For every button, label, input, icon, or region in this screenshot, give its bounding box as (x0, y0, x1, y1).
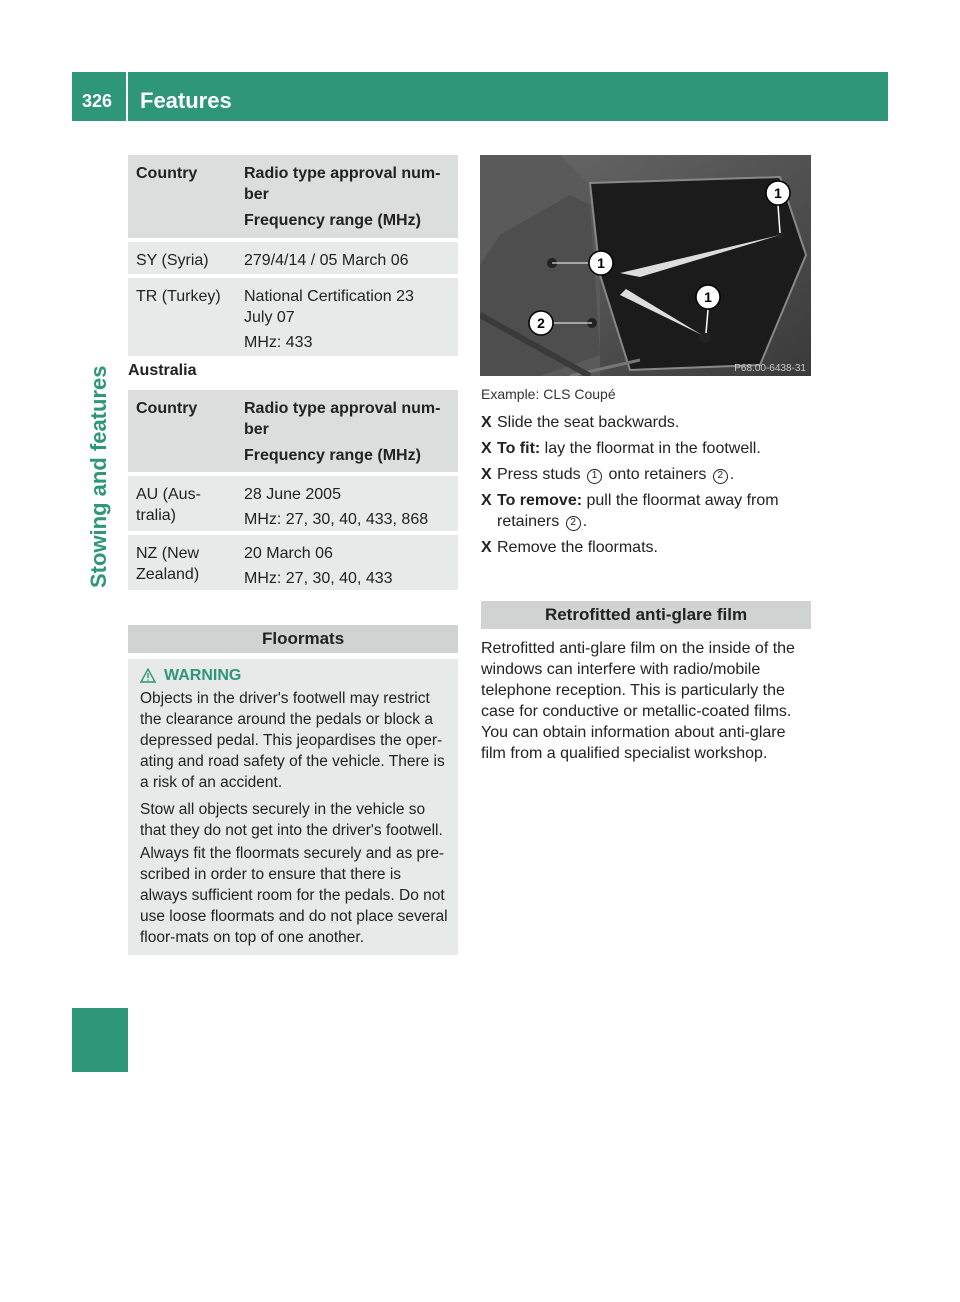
cell-approval-cell (236, 535, 458, 590)
floormats-heading: Floormats (128, 625, 458, 653)
svg-text:1: 1 (774, 185, 782, 201)
table-header-row (128, 155, 458, 240)
header-approval: Radio type approval num- ber (244, 165, 441, 203)
header-divider (126, 72, 128, 121)
page-title: Features (140, 88, 232, 113)
table-header-row (128, 390, 458, 474)
header-frequency: Frequency range (MHz) (244, 212, 421, 229)
warning-box (128, 659, 458, 955)
callout-2-ref: 2 (713, 469, 728, 484)
header-country: Country (136, 400, 198, 417)
cell-country: TR (Turkey) (136, 288, 221, 305)
callout-1 (766, 181, 790, 205)
cell-frequency: MHz: 27, 30, 40, 433 (244, 570, 393, 587)
header-approval-cell (236, 155, 458, 238)
cell-frequency: MHz: 433 (244, 334, 313, 351)
header-frequency: Frequency range (MHz) (244, 447, 421, 464)
cell-approval-cell (236, 278, 458, 356)
warning-paragraph: Stow all objects securely in the vehicle so that they do not get into the driver's footwell. (140, 801, 443, 839)
step-text: Remove the floormats. (497, 539, 658, 556)
retrofitted-body: Retrofitted anti-glare film on the inside of the windows can interfere with radio/mobile telephone reception. This is particularly the case for conductive or metallic-coated films. You can obtain information about anti-glare film from a qualified specialist workshop. (481, 640, 795, 762)
side-tab-label: Stowing and features (86, 365, 111, 588)
step-body (497, 464, 734, 485)
cell-approval: 279/4/14 / 05 March 06 (244, 252, 409, 269)
step-bold: To fit: (497, 440, 541, 457)
warning-paragraph: Objects in the driver's footwell may restrict the clearance around the pedals or block a depressed pedal. This jeopardises the oper-ating and road safety of the vehicle. There is a risk of an accident. (140, 690, 445, 791)
cell-date: 28 June 2005 (244, 486, 341, 503)
table-row (128, 535, 458, 592)
list-item (481, 537, 811, 558)
svg-text:1: 1 (704, 289, 712, 305)
step-bold: To remove: (497, 492, 583, 509)
step-marker-icon: X (481, 466, 492, 483)
table-row (128, 278, 458, 358)
cell-date: 20 March 06 (244, 545, 333, 562)
step-body (497, 438, 761, 459)
list-item (481, 464, 811, 485)
step-marker-icon: X (481, 539, 492, 556)
warning-triangle-icon (140, 668, 156, 683)
warning-paragraph: Always fit the floormats securely and as pre-scribed in order to ensure that there is always sufficient room for the pedals. Do not use loose floormats and do not place several floor-mats on top of one another. (140, 845, 448, 946)
step-text: Press studs (497, 466, 581, 483)
cell-country: SY (Syria) (136, 252, 209, 269)
warning-title-row (140, 665, 450, 686)
page-number: 326 (82, 91, 113, 111)
callout-1-ref: 1 (587, 469, 602, 484)
step-text: onto retainers (604, 466, 711, 483)
table-row (128, 476, 458, 533)
retrofitted-heading: Retrofitted anti-glare film (481, 601, 811, 629)
step-end: . (729, 466, 735, 483)
photo-caption: Example: CLS Coupé (481, 386, 616, 402)
callout-1 (696, 285, 720, 309)
svg-text:2: 2 (537, 315, 545, 331)
approval-table-2 (128, 390, 458, 592)
svg-text:1: 1 (597, 255, 605, 271)
floormat-illustration (480, 155, 811, 376)
step-marker-icon: X (481, 414, 492, 431)
approval-table-1 (128, 155, 458, 358)
list-item (481, 438, 811, 459)
step-text: pull the floormat away from retainers (497, 492, 779, 530)
step-end: . (582, 513, 588, 530)
step-marker-icon: X (481, 440, 492, 457)
warning-title: WARNING (164, 667, 242, 684)
callout-1 (589, 251, 613, 275)
step-marker-icon: X (481, 492, 492, 509)
cell-frequency: MHz: 27, 30, 40, 433, 868 (244, 511, 429, 528)
step-text: Slide the seat backwards. (497, 414, 680, 431)
callout-2 (529, 311, 553, 335)
callout-2-ref: 2 (566, 516, 581, 531)
header-approval: Radio type approval num- ber (244, 400, 441, 438)
instruction-steps (481, 412, 811, 563)
step-text: lay the floormat in the footwell. (540, 440, 761, 457)
cell-approval-cell (236, 476, 458, 531)
cell-country: NZ (New Zealand) (136, 545, 200, 583)
list-item (481, 490, 811, 532)
australia-label: Australia (128, 362, 197, 379)
list-item (481, 412, 811, 433)
side-tab-block (72, 1008, 128, 1072)
cell-country: AU (Aus- tralia) (136, 486, 201, 524)
header-approval-cell (236, 390, 458, 472)
step-body (497, 490, 811, 532)
header-country: Country (136, 165, 198, 182)
cell-approval: National Certification 23 July 07 (244, 288, 414, 326)
photo-code: P68.00-6438-31 (734, 363, 806, 374)
floormat-photo (480, 155, 811, 376)
table-row (128, 242, 458, 276)
